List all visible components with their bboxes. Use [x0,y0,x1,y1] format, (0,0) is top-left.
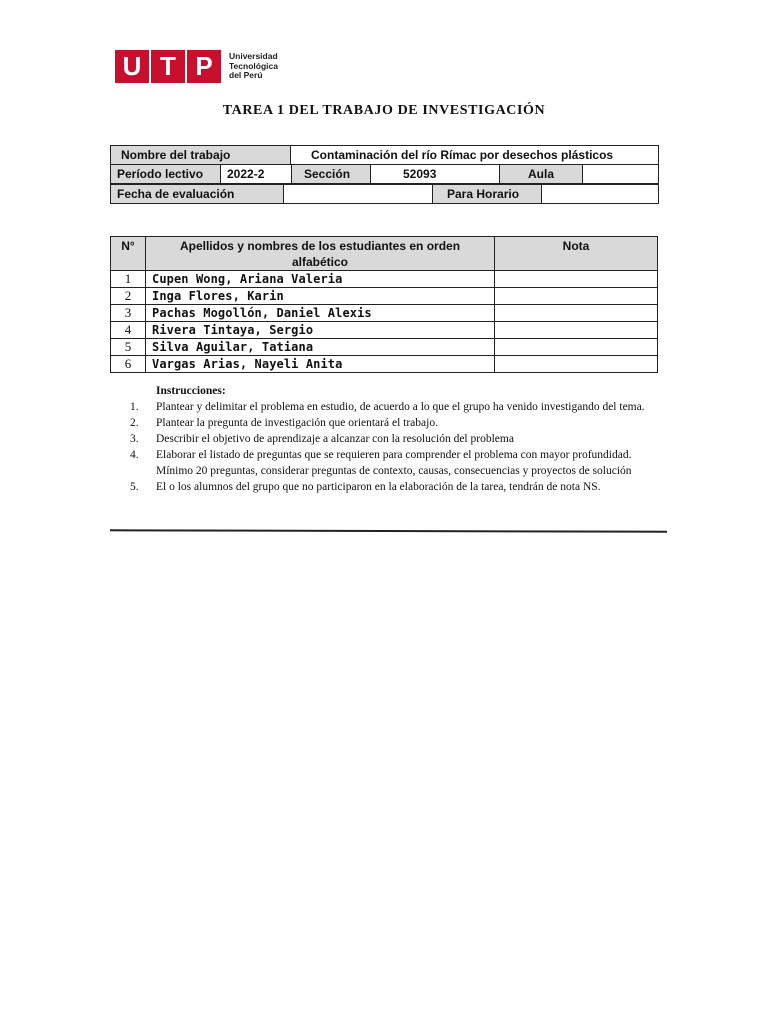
section-value: 52093 [371,165,500,184]
list-item [130,447,650,479]
item-text: El o los alumnos del grupo que no participaron en la elaboración de la tarea, tendrán de nota NS. [156,481,601,493]
schedule-label: Para Horario [433,185,542,204]
student-grade [495,322,658,339]
col-grade-header: Nota [495,237,658,271]
utp-logo [115,50,278,83]
schedule-value [542,185,659,204]
student-name: Rivera Tintaya, Sergio [146,322,495,339]
divider [110,529,667,532]
student-name: Vargas Arias, Nayeli Anita [146,356,495,373]
instructions-list [130,399,650,495]
row-number: 6 [111,356,146,373]
item-text: Describir el objetivo de aprendizaje a alcanzar con la resolución del problema [156,433,514,445]
list-item [130,399,650,415]
instructions [130,383,650,495]
work-info-row-3 [110,184,659,204]
row-number: 4 [111,322,146,339]
period-label: Período lectivo [111,165,221,184]
item-text: Plantear la pregunta de investigación que orientará el trabajo. [156,417,438,429]
list-item [130,479,650,495]
table-row [111,271,658,288]
students-table [110,236,658,373]
logo-text-line-1: Universidad [229,51,278,62]
col-name-header: Apellidos y nombres de los estudiantes en orden alfabético [146,237,495,271]
student-name: Cupen Wong, Ariana Valeria [146,271,495,288]
item-number: 4. [130,449,139,461]
table-row [111,322,658,339]
section-label: Sección [292,165,371,184]
list-item [130,415,650,431]
logo-text-line-2: Tecnológica [229,60,278,71]
logo-letter-p: P [187,50,221,83]
students-header [111,237,658,271]
period-value: 2022-2 [221,165,292,184]
row-number: 5 [111,339,146,356]
eval-date-value [284,185,433,204]
classroom-value [583,165,659,184]
student-grade [495,339,658,356]
row-number: 2 [111,288,146,305]
work-info-row-2 [110,164,659,184]
classroom-label: Aula [500,165,583,184]
item-number: 1. [130,401,139,413]
work-info-row-1 [110,145,659,165]
table-row [111,339,658,356]
row-number: 1 [111,271,146,288]
item-text: Plantear y delimitar el problema en estudio, de acuerdo a lo que el grupo ha venido investigando del tema. [156,401,645,413]
item-number: 3. [130,433,139,445]
student-name: Silva Aguilar, Tatiana [146,339,495,356]
student-grade [495,305,658,322]
page-title: TAREA 1 DEL TRABAJO DE INVESTIGACIÓN [222,103,546,118]
instructions-title-text: Instrucciones [156,385,222,397]
instructions-title: Instrucciones: [156,385,226,397]
item-number: 5. [130,481,139,493]
logo-letter-t: T [151,50,185,83]
row-number: 3 [111,305,146,322]
table-row [111,305,658,322]
logo-text [229,52,278,81]
table-row [111,356,658,373]
logo-text-line-3: del Perú [229,70,263,81]
col-number-header: N° [111,237,146,271]
eval-date-label: Fecha de evaluación [111,185,284,204]
student-grade [495,356,658,373]
student-name: Pachas Mogollón, Daniel Alexis [146,305,495,322]
table-row [111,288,658,305]
student-grade [495,288,658,305]
work-name-label: Nombre del trabajo [111,146,291,165]
work-name-value: Contaminación del río Rímac por desechos plásticos [291,146,659,165]
list-item [130,431,650,447]
item-text: Elaborar el listado de preguntas que se requieren para comprender el problema con mayor profundidad. Mínimo 20 preguntas, considerar preguntas de contexto, causas, consecuencias y proyectos de solución [156,449,632,477]
student-name: Inga Flores, Karin [146,288,495,305]
item-number: 2. [130,417,139,429]
logo-letter-u: U [115,50,149,83]
student-grade [495,271,658,288]
